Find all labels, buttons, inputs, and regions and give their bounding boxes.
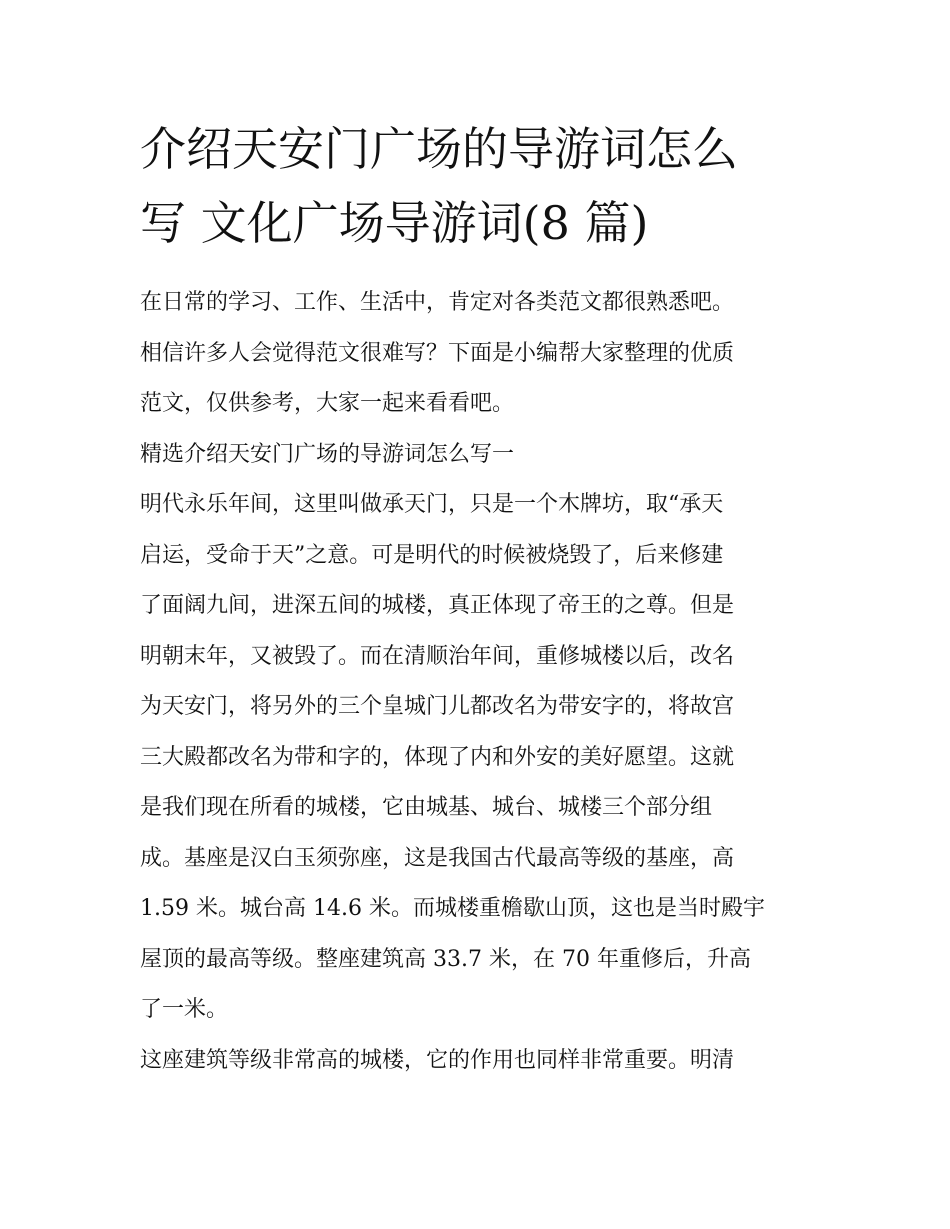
title-line-2: 写 文化广场导游词(8 篇): [140, 196, 649, 250]
paragraph-line: 三大殿都改名为带和字的，体现了内和外安的美好愿望。这就: [140, 744, 735, 770]
document-body: [140, 278, 820, 1086]
paragraph-line: 了一米。: [140, 997, 229, 1022]
title-line-1: 介绍天安门广场的导游词怎么: [140, 122, 738, 176]
paragraph-line: 这座建筑等级非常高的城楼，它的作用也同样非常重要。明清: [140, 1047, 735, 1073]
section-heading: [140, 430, 820, 481]
paragraph-line: 屋顶的最高等级。整座建筑高 33.7 米，在 70 年重修后，升高: [140, 946, 751, 972]
paragraph-line: 明代永乐年间，这里叫做承天门，只是一个木牌坊，取“承天: [140, 492, 724, 517]
paragraph-line: 了面阔九间，进深五间的城楼，真正体现了帝王的之尊。但是: [140, 593, 735, 618]
intro-paragraph: [140, 278, 820, 430]
paragraph-1: [140, 480, 820, 1036]
intro-line: 范文，仅供参考，大家一起来看看吧。: [140, 391, 515, 416]
paragraph-line: 启运，受命于天”之意。可是明代的时候被烧毁了，后来修建: [140, 542, 724, 568]
document-title: [140, 112, 820, 260]
paragraph-line: 是我们现在所看的城楼，它由城基、城台、城楼三个部分组: [140, 795, 713, 820]
section-heading-text: 精选介绍天安门广场的导游词怎么写一: [140, 441, 515, 467]
intro-line: 在日常的学习、工作、生活中，肯定对各类范文都很熟悉吧。: [140, 290, 735, 315]
paragraph-line: 为天安门，将另外的三个皇城门儿都改名为带安字的，将故宫: [140, 694, 735, 719]
paragraph-line: 成。基座是汉白玉须弥座，这是我国古代最高等级的基座，高: [140, 845, 735, 871]
paragraph-line: 1.59 米。城台高 14.6 米。而城楼重檐歇山顶，这也是当时殿宇: [140, 896, 765, 921]
paragraph-2: [140, 1036, 820, 1087]
paragraph-line: 明朝末年，又被毁了。而在清顺治年间，重修城楼以后，改名: [140, 643, 735, 669]
intro-line: 相信许多人会觉得范文很难写？下面是小编帮大家整理的优质: [140, 340, 735, 366]
